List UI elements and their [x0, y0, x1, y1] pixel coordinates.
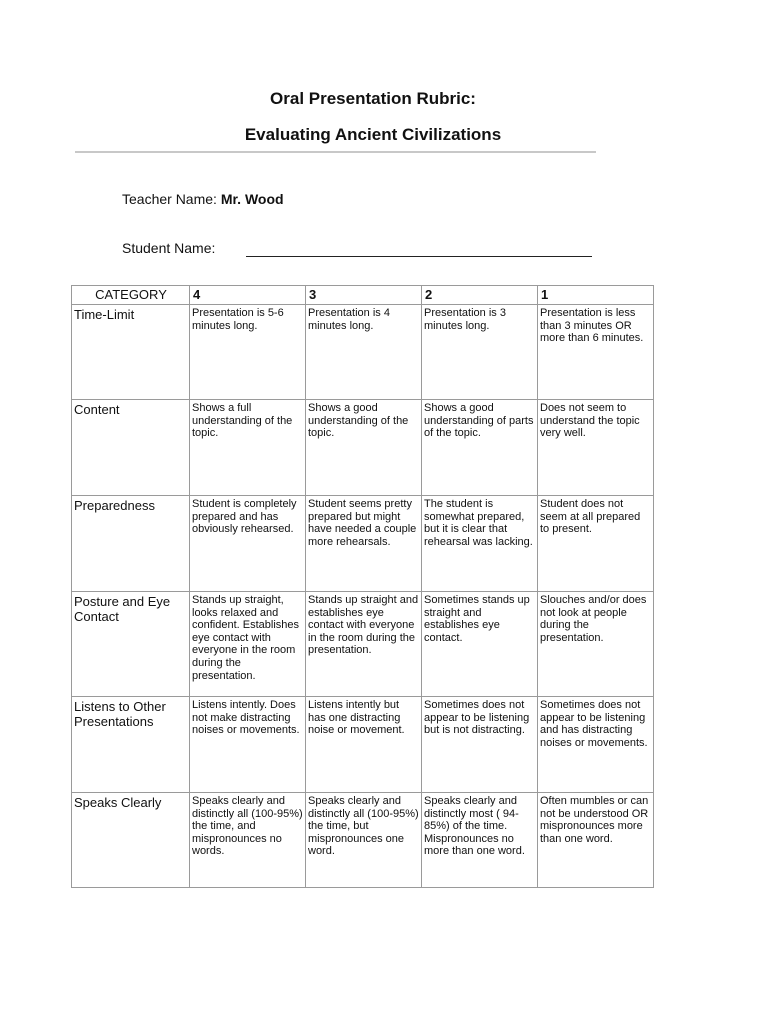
row-category: Speaks Clearly [72, 793, 190, 888]
table-cell: Stands up straight and establishes eye contact with everyone in the room during the presentation. [306, 592, 422, 697]
table-cell: Speaks clearly and distinctly all (100-95%) the time, and mispronounces no words. [190, 793, 306, 888]
table-cell: Slouches and/or does not look at people during the presentation. [538, 592, 654, 697]
table-cell: Sometimes stands up straight and establishes eye contact. [422, 592, 538, 697]
table-row [72, 496, 654, 592]
teacher-name-label: Teacher Name: [122, 191, 217, 207]
teacher-name-field [122, 191, 284, 207]
row-category: Time-Limit [72, 305, 190, 400]
table-cell: Student seems pretty prepared but might have needed a couple more rehearsals. [306, 496, 422, 592]
header-score-1: 1 [538, 286, 654, 305]
table-cell: The student is somewhat prepared, but it is clear that rehearsal was lacking. [422, 496, 538, 592]
table-row [72, 592, 654, 697]
row-category: Posture and Eye Contact [72, 592, 190, 697]
table-cell: Shows a good understanding of the topic. [306, 400, 422, 496]
table-cell: Shows a good understanding of parts of the topic. [422, 400, 538, 496]
table-cell: Often mumbles or can not be understood OR mispronounces more than one word. [538, 793, 654, 888]
student-name-field [122, 240, 215, 256]
table-cell: Student does not seem at all prepared to present. [538, 496, 654, 592]
table-cell: Presentation is 5-6 minutes long. [190, 305, 306, 400]
row-category: Content [72, 400, 190, 496]
table-cell: Presentation is less than 3 minutes OR more than 6 minutes. [538, 305, 654, 400]
table-cell: Sometimes does not appear to be listening and has distracting noises or movements. [538, 697, 654, 793]
table-cell: Presentation is 4 minutes long. [306, 305, 422, 400]
teacher-name-value: Mr. Wood [220, 191, 284, 207]
rubric-table [71, 285, 654, 888]
table-row [72, 305, 654, 400]
document-subtitle: Evaluating Ancient Civilizations [244, 125, 502, 144]
table-cell: Does not seem to understand the topic very well. [538, 400, 654, 496]
table-cell: Shows a full understanding of the topic. [190, 400, 306, 496]
table-row [72, 697, 654, 793]
header-score-4: 4 [190, 286, 306, 305]
header-score-2: 2 [422, 286, 538, 305]
student-name-label: Student Name: [122, 240, 216, 256]
table-cell: Listens intently but has one distracting noise or movement. [306, 697, 422, 793]
document-title: Oral Presentation Rubric: [270, 89, 476, 108]
table-cell: Student is completely prepared and has obviously rehearsed. [190, 496, 306, 592]
table-cell: Speaks clearly and distinctly all (100-95%) the time, but mispronounces one word. [306, 793, 422, 888]
row-category: Listens to Other Presentations [72, 697, 190, 793]
table-cell: Speaks clearly and distinctly most ( 94-85%) of the time. Mispronounces no more than one word. [422, 793, 538, 888]
table-header-row [72, 286, 654, 305]
table-cell: Stands up straight, looks relaxed and confident. Establishes eye contact with everyone in the room during the presentation. [190, 592, 306, 697]
row-category: Preparedness [72, 496, 190, 592]
table-cell: Presentation is 3 minutes long. [422, 305, 538, 400]
table-cell: Sometimes does not appear to be listening but is not distracting. [422, 697, 538, 793]
header-category: CATEGORY [72, 286, 190, 305]
table-row [72, 400, 654, 496]
student-name-blank-line[interactable] [246, 256, 592, 257]
table-cell: Listens intently. Does not make distracting noises or movements. [190, 697, 306, 793]
title-divider [75, 151, 596, 153]
table-row [72, 793, 654, 888]
header-score-3: 3 [306, 286, 422, 305]
